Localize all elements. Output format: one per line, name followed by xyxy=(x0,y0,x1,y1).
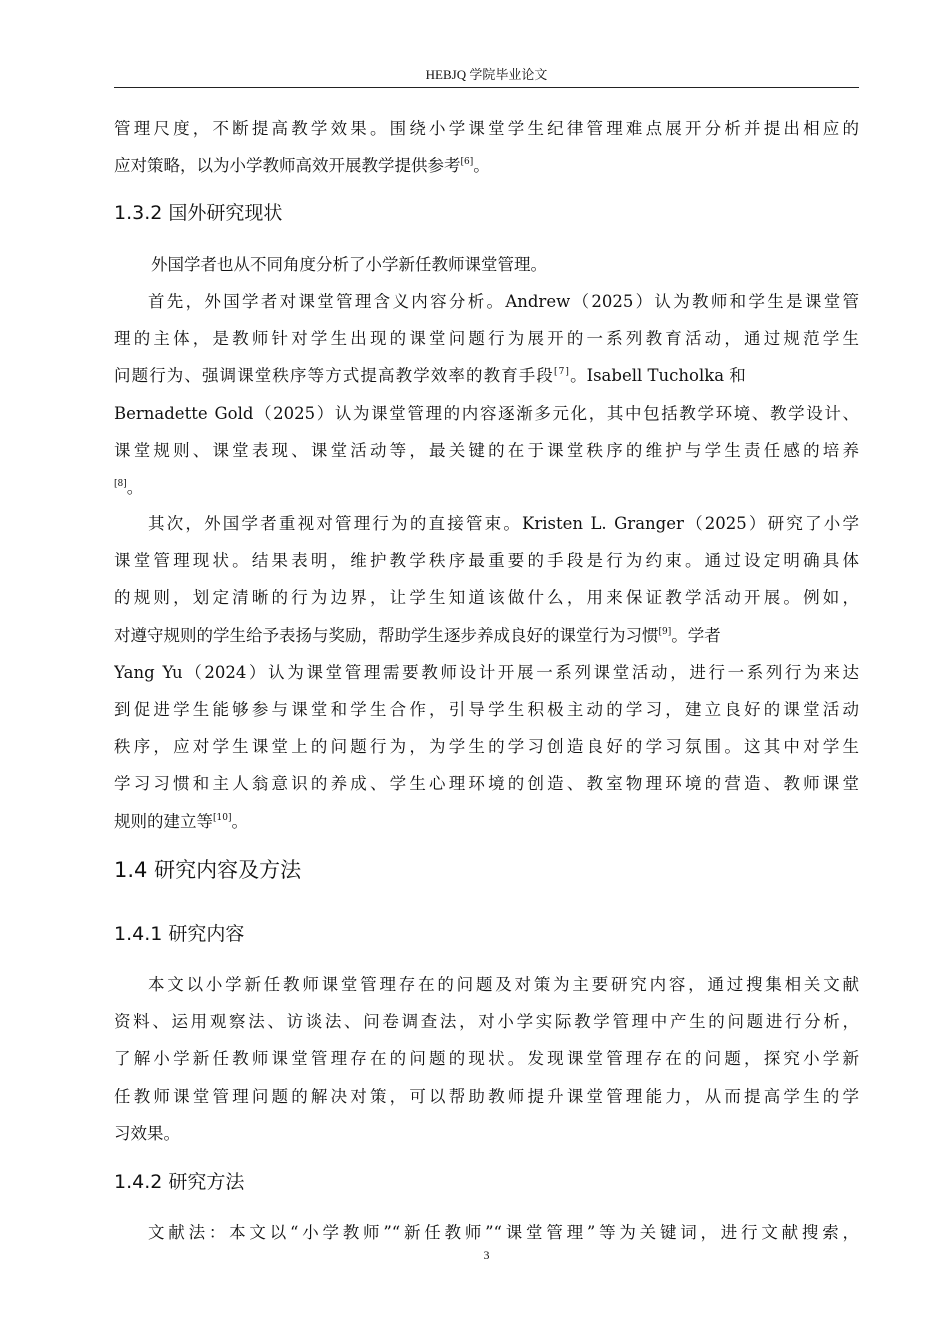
section-heading-1-4-2: 1.4.2 研究方法 xyxy=(114,1171,245,1193)
text-line: Bernadette Gold（2025）认为课堂管理的内容逐渐多元化，其中包括教学环境、教学设计、 xyxy=(114,403,859,423)
page-number: 3 xyxy=(483,1248,490,1262)
text-line: 任教师课堂管理问题的解决对策，可以帮助教师提升课堂管理能力，从而提高学生的学 xyxy=(114,1086,859,1106)
text-line: 理的主体，是教师针对学生出现的课堂问题行为展开的一系列教育活动，通过规范学生 xyxy=(114,329,859,349)
text-line: 到促进学生能够参与课堂和学生合作，引导学生积极主动的学习，建立良好的课堂活动 xyxy=(114,699,859,719)
text-line: 其次，外国学者重视对管理行为的直接管束。Kristen L. Granger（2025）研究了小学 xyxy=(148,514,859,533)
text-line: 了解小学新任教师课堂管理存在的问题的现状。发现课堂管理存在的问题，探究小学新 xyxy=(114,1049,859,1069)
text-line: 的规则，划定清晰的行为边界，让学生知道该做什么，用来保证教学活动开展。例如， xyxy=(114,588,859,608)
text-line: 规则的建立等[10]。 xyxy=(114,811,248,831)
text-line: 课堂管理现状。结果表明，维护教学秩序最重要的手段是行为约束。通过设定明确具体 xyxy=(114,551,859,571)
text-line: 外国学者也从不同角度分析了小学新任教师课堂管理。 xyxy=(151,255,547,274)
citation-ref: [7] xyxy=(554,367,571,378)
section-heading-1-4: 1.4 研究内容及方法 xyxy=(114,858,302,882)
text-line: 资料、运用观察法、访谈法、问卷调查法，对小学实际教学管理中产生的问题进行分析， xyxy=(114,1012,859,1032)
section-heading-1-4-1: 1.4.1 研究内容 xyxy=(114,923,245,945)
citation-ref: [10] xyxy=(213,812,232,823)
text-line: Yang Yu（2024）认为课堂管理需要教师设计开展一系列课堂活动，进行一系列行为来达 xyxy=(114,662,859,682)
paragraph-research-content xyxy=(114,966,859,1152)
text-line: 应对策略，以为小学教师高效开展教学提供参考[6]。 xyxy=(114,156,490,176)
text-line: 习效果。 xyxy=(114,1123,180,1143)
text-line: 管理尺度，不断提高教学效果。围绕小学课堂学生纪律管理难点展开分析并提出相应的 xyxy=(114,119,859,138)
text-line: 学习习惯和主人翁意识的养成、学生心理环境的创造、教室物理环境的营造、教师课堂 xyxy=(114,774,859,794)
text-line: 本文以小学新任教师课堂管理存在的问题及对策为主要研究内容，通过搜集相关文献 xyxy=(148,975,859,994)
text-line: 对遵守规则的学生给予表扬与奖励，帮助学生逐步养成良好的课堂行为习惯[9]。学者 xyxy=(114,625,721,645)
paragraph-continuation xyxy=(114,110,859,184)
citation-ref: [8] xyxy=(114,478,127,489)
text-line: 课堂规则、课堂表现、课堂活动等，最关键的在于课堂秩序的维护与学生责任感的培养 xyxy=(114,440,859,460)
paragraph-foreign-behavior xyxy=(114,505,859,840)
text-line: 秩序，应对学生课堂上的问题行为，为学生的学习创造良好的学习氛围。这其中对学生 xyxy=(114,737,859,757)
text-line: 问题行为、强调课堂秩序等方式提高教学效率的教育手段[7]。Isabell Tucholka 和 xyxy=(114,366,746,386)
section-heading-1-3-2: 1.3.2 国外研究现状 xyxy=(114,202,283,224)
text-line: [8]。 xyxy=(114,477,144,497)
paragraph-foreign-definition xyxy=(114,283,859,506)
paragraph-intro-foreign xyxy=(114,246,859,283)
page-header-title: HEBJQ 学院毕业论文 xyxy=(425,67,548,82)
paragraph-research-method xyxy=(114,1214,859,1251)
text-line: 文献法：本文以“小学教师”“新任教师”“课堂管理”等为关键词，进行文献搜索， xyxy=(148,1223,859,1242)
citation-ref: [6] xyxy=(460,157,474,168)
text-line: 首先，外国学者对课堂管理含义内容分析。Andrew（2025）认为教师和学生是课堂管 xyxy=(148,292,859,311)
citation-ref: [9] xyxy=(658,626,672,637)
header-divider xyxy=(114,87,859,88)
